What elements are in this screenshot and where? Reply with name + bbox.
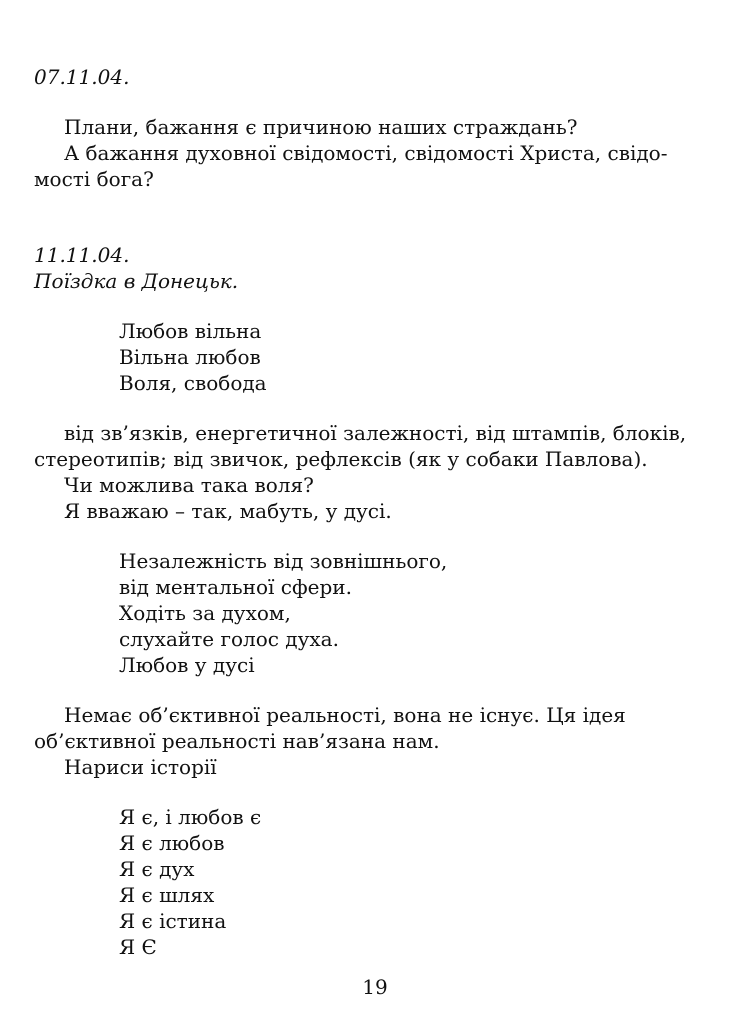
poem-line: слухайте голос духа. [119, 627, 339, 651]
poem-line: Вільна любов [119, 345, 261, 369]
poem-line: Любов у дусі [119, 653, 255, 677]
page-number: 19 [362, 975, 388, 999]
poem-line: Я є істина [119, 909, 227, 933]
text-line: Немає об’єктивної реальності, вона не існує. Ця ідея [64, 703, 626, 727]
poem-line: Я є любов [119, 831, 225, 855]
poem-line: Я Є [119, 935, 157, 959]
poem-line: Я є шлях [119, 883, 215, 907]
entry-date: 11.11.04. [34, 243, 130, 267]
text-line: Плани, бажання є причиною наших страждань? [64, 115, 578, 139]
entry-subtitle: Поїздка в Донецьк. [34, 269, 239, 293]
poem-line: Воля, свобода [119, 371, 267, 395]
text-line: А бажання духовної свідомості, свідомості Христа, свідо- [64, 141, 668, 165]
text-line: стереотипів; від звичок, рефлексів (як у собаки Павлова). [34, 447, 648, 471]
poem-line: Я є дух [119, 857, 195, 881]
poem-line: Любов вільна [119, 319, 262, 343]
poem-line: Я є, і любов є [119, 805, 262, 829]
text-line: Нариси історії [64, 755, 217, 779]
entry-date: 07.11.04. [34, 65, 130, 89]
text-line: об’єктивної реальності нав’язана нам. [34, 729, 440, 753]
poem-line: Незалежність від зовнішнього, [119, 549, 448, 573]
text-line: Чи можлива така воля? [64, 473, 314, 497]
poem-line: від ментальної сфери. [119, 575, 352, 599]
text-line: Я вважаю – так, мабуть, у дусі. [64, 499, 392, 523]
text-line: від зв’язків, енергетичної залежності, від штампів, блоків, [64, 421, 687, 445]
text-line: мості бога? [34, 167, 154, 191]
poem-line: Ходіть за духом, [119, 601, 291, 625]
